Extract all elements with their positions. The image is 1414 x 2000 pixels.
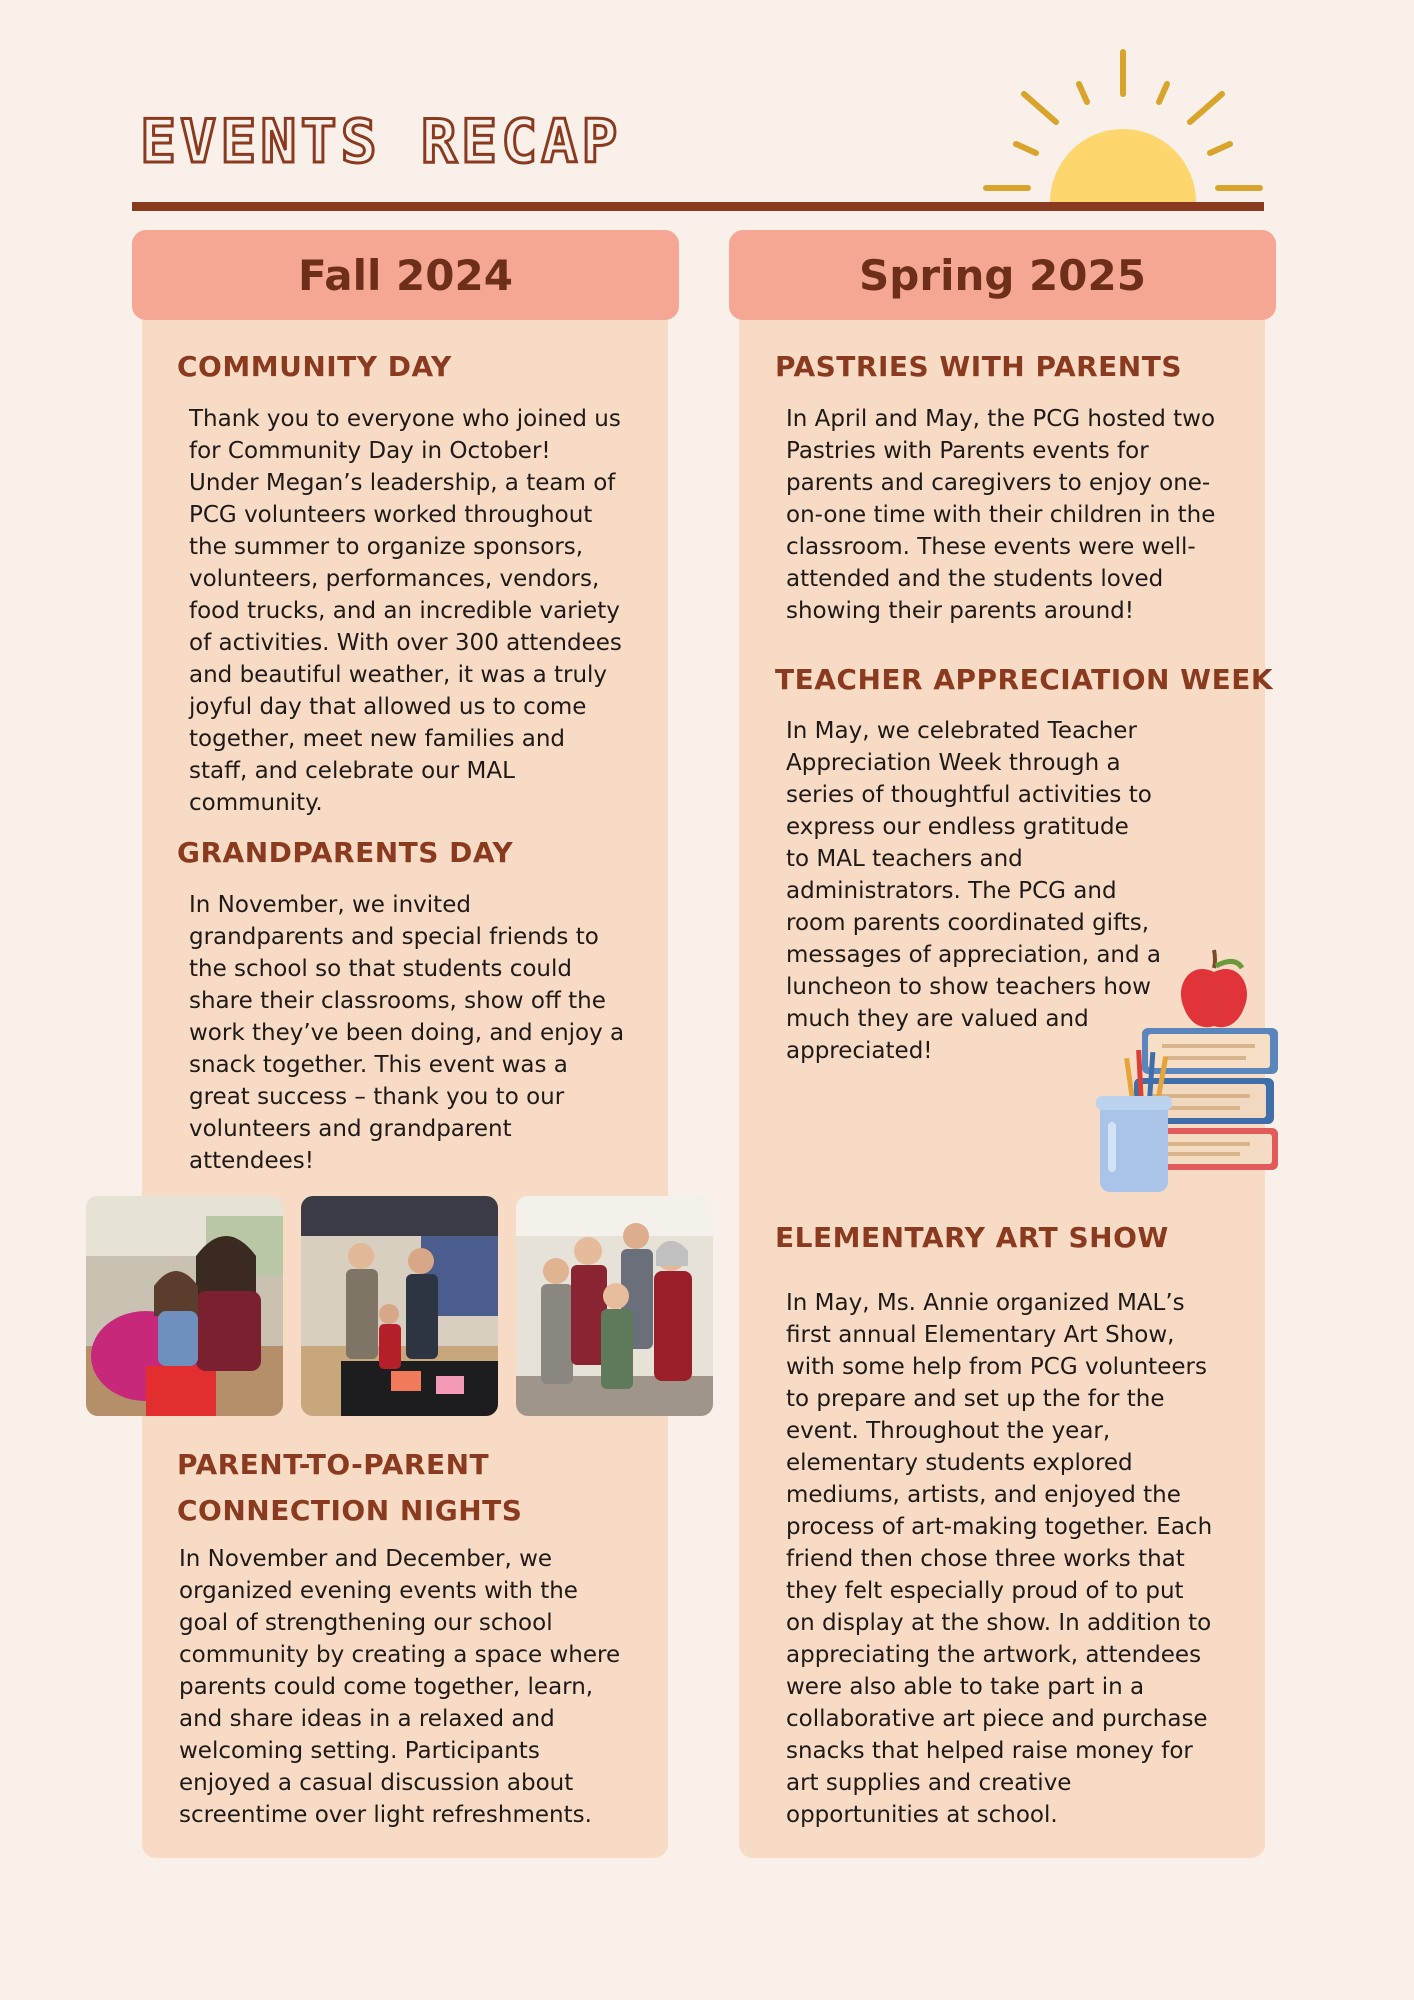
page-title: EVENTS RECAP: [140, 107, 622, 177]
connection-nights-title-line1: PARENT-TO-PARENT: [177, 1448, 490, 1481]
spring-heading: Spring 2025: [729, 230, 1276, 320]
photo-grandparents-gym: [301, 1196, 498, 1416]
grandparents-day-title: GRANDPARENTS DAY: [177, 836, 514, 869]
connection-nights-title-line2: CONNECTION NIGHTS: [177, 1494, 523, 1527]
community-day-body: Thank you to everyone who joined us for Community Day in October! Under Megan’s leadership, a team of PCG volunteers worked throughout the summer to organize sponsors, volunteers, performances, vendors, food trucks, and an incredible variety of activities. With over 300 attendees and beautiful weather, it was a truly joyful day that allowed us to come together, meet new families and staff, and celebrate our MAL community.: [189, 406, 622, 816]
art-show-body: In May, Ms. Annie organized MAL’s first annual Elementary Art Show, with some help from PCG volunteers to prepare and set up the for the event. Throughout the year, elementary students explored mediums, artists, and enjoyed the process of art-making together. Each friend then chose three works that they felt especially proud of to put on display at the show. In addition to appreciating the artwork, attendees were also able to take part in a collaborative art piece and purchase snacks that helped raise money for art supplies and creative opportunities at school.: [786, 1290, 1213, 1828]
art-show-title: ELEMENTARY ART SHOW: [775, 1221, 1169, 1254]
photo-family-group: [516, 1196, 713, 1416]
teacher-appreciation-title: TEACHER APPRECIATION WEEK: [775, 663, 1274, 696]
fall-heading: Fall 2024: [132, 230, 679, 320]
photo-grandparent-child: [86, 1196, 283, 1416]
teacher-appreciation-body: In May, we celebrated Teacher Appreciation Week through a series of thoughtful activities to express our endless gratitude to MAL teachers and administrators. The PCG and room parents coordinated gifts, messages of appreciation, and a luncheon to show teachers how much they are valued and appreciated!: [786, 718, 1162, 1064]
pastries-body: In April and May, the PCG hosted two Pastries with Parents events for parents and caregivers to enjoy one- on-one time with their children in the classroom. These events were well- attended and the students loved showing their parents around!: [786, 406, 1216, 624]
pastries-title: PASTRIES WITH PARENTS: [775, 350, 1182, 383]
sun-icon: [978, 44, 1268, 204]
books-apple-icon: [1090, 946, 1290, 1200]
connection-nights-body: In November and December, we organized evening events with the goal of strengthening our school community by creating a space where parents could come together, learn, and share ideas in a relaxed and welcoming setting. Participants enjoyed a casual discussion about screentime over light refreshments.: [179, 1546, 621, 1828]
grandparents-day-body: In November, we invited grandparents and special friends to the school so that students could share their classrooms, show off the work they’ve been doing, and enjoy a snack together. This event was a great success – thank you to our volunteers and grandparent attendees!: [189, 892, 625, 1174]
community-day-title: COMMUNITY DAY: [177, 350, 452, 383]
